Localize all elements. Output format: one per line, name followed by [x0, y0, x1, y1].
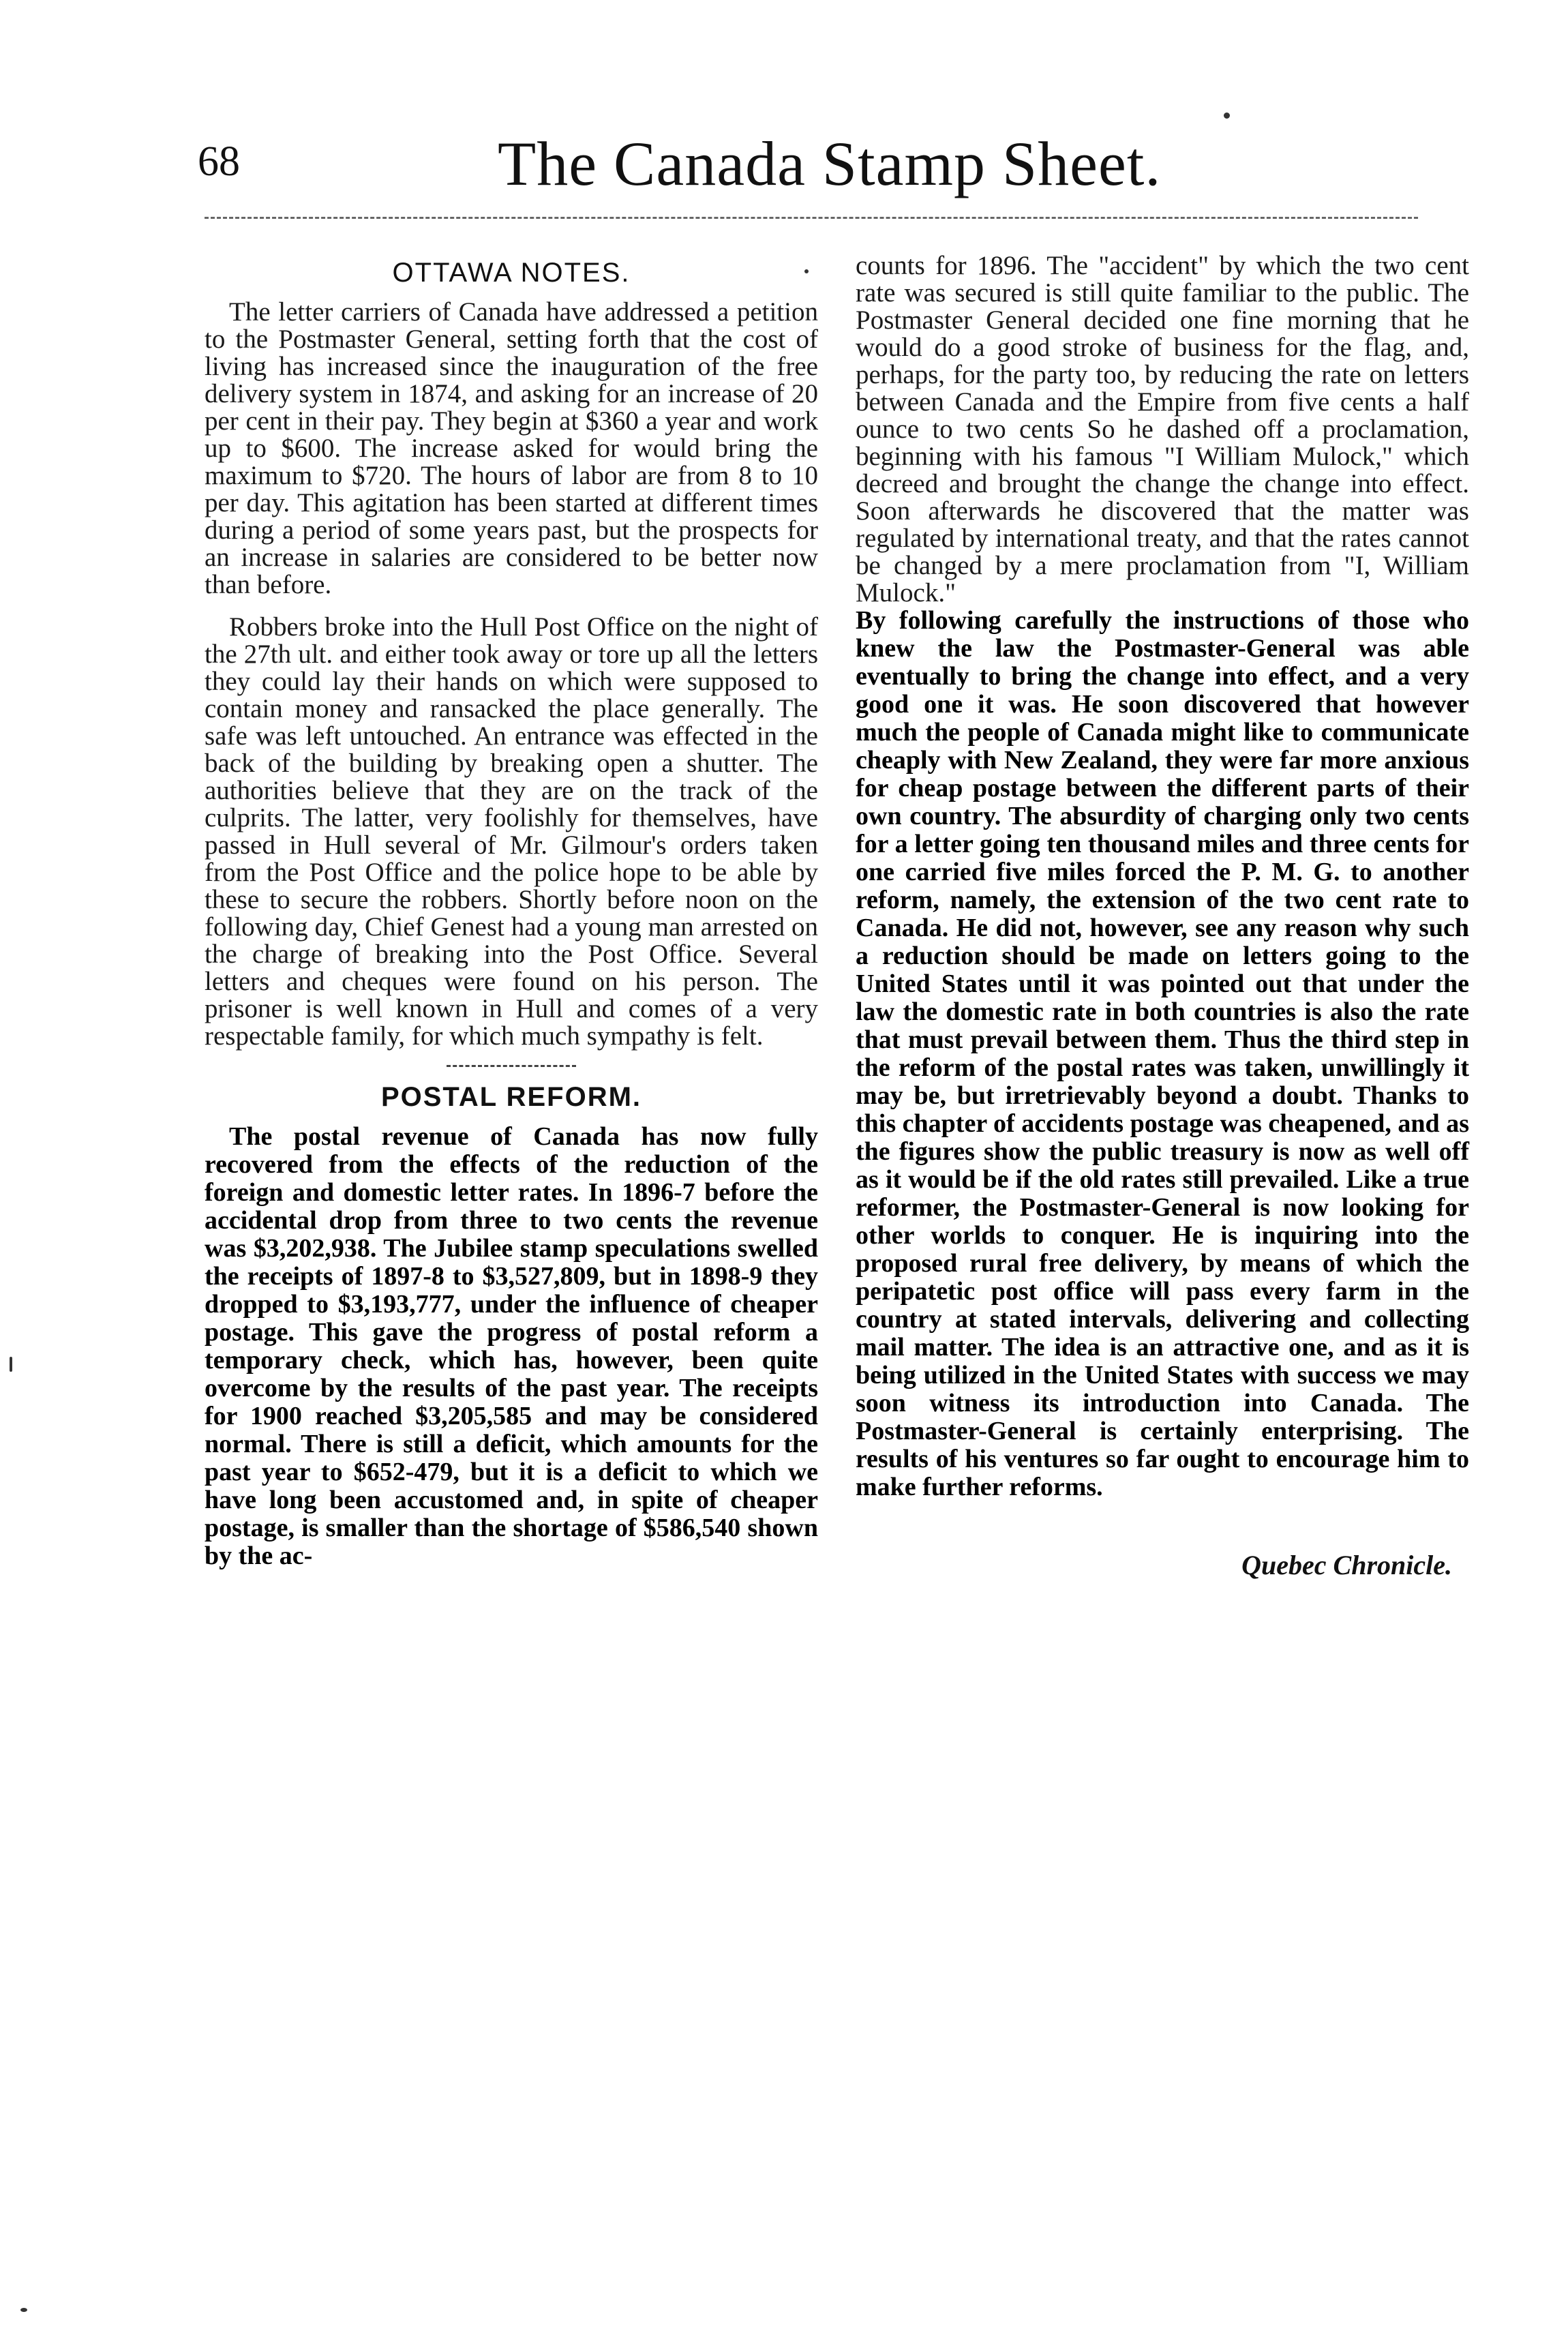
postal-reform-paragraph-left: The postal revenue of Canada has now fully recovered from the effects of the reduction of the foreign and domestic letter rates. In 1896-7 before the accidental drop from three to two cents the revenue was $3,202,938. The Jubilee stamp speculations swelled the receipts of 1897-8 to $3,527,809, but in 1898-9 they dropped to $3,193,777, under the influence of cheaper postage. This gave the progress of postal reform a temporary check, which has, however, been quite overcome by the results of the past year. The receipts for 1900 reached $3,205,585 and may be considered normal. There is still a deficit, which amounts for the past year to $652-479, but it is a deficit to which we have long been accustomed and, in spite of cheaper postage, is smaller than the shortage of $586,540 shown by the ac-	[205, 1122, 818, 1570]
postal-reform-paragraph-right: By following carefully the instructions of those who knew the law the Postmaster-General was able eventually to bring the change into effect, and a very good one it was. He soon discovered that however much the people of Canada might like to communicate cheaply with New Zealand, they were far more anxious for cheap postage between the different parts of their own country. The absurdity of charging only two cents for a letter going ten thousand miles and three cents for one carried five miles forced the P. M. G. to another reform, namely, the extension of the two cent rate to Canada. He did not, however, see any reason why such a reduction should be made on letters going to the United States until it was pointed out that under the law the domestic rate in both countries is also the rate that must prevail between them. Thus the third step in the reform of the postal rates was taken, unwillingly it may be, but irretrievably beyond a doubt. Thanks to this chapter of accidents postage was cheapened, and as the figures show the public treasury is now as well off as it would be if the old rates still prevailed. Like a true reformer, the Postmaster-General is now looking for other worlds to conquer. He is inquiring into the proposed rural free delivery, by means of which the peripatetic post office will pass every farm in the country at stated intervals, delivering and collecting mail matter. The idea is an attractive one, and as it is being utilized in the United States with success we may soon witness its introduction into Canada. The Postmaster-General is certainly enterprising. The results of his ventures so far ought to encourage him to make further reforms.	[856, 606, 1469, 1501]
page-number: 68	[198, 138, 240, 185]
ottawa-notes-paragraph-2: Robbers broke into the Hull Post Office on the night of the 27th ult. and either took away or tore up all the letters they could lay their hands on which were supposed to contain money and ransacked the place generally. The safe was left untouched. An entrance was effected in the back of the building by breaking open a shutter. The authorities believe that they are on the track of the culprits. The latter, very foolishly for themselves, have passed in Hull several of Mr. Gilmour's orders taken from the Post Office and the police hope to be able by these to secure the robbers. Shortly before noon on the following day, Chief Genest had a young man arrested on the charge of breaking into the Post Office. Several letters and cheques were found on his person. The prisoner is well known in Hull and comes of a very respectable family, for which much sympathy is felt.	[205, 612, 818, 1051]
left-column	[205, 252, 818, 1570]
page-header	[198, 126, 1425, 208]
postal-reform-heading: POSTAL REFORM.	[380, 1082, 642, 1112]
right-column	[856, 252, 1469, 1582]
scan-speck	[10, 1357, 12, 1372]
source-attribution: Quebec Chronicle.	[1241, 1550, 1452, 1580]
ottawa-notes-paragraph-1: The letter carriers of Canada have addressed a petition to the Postmaster General, setting forth that the cost of living has increased since the inauguration of the free delivery system in 1874, and asking for an increase of 20 per cent in their pay. They begin at $360 a year and work up to $600. The increase asked for would bring the maximum to $720. The hours of labor are from 8 to 10 per day. This agitation has been started at different times during a period of some years past, but the prospects for an increase in salaries are considered to be better now than before.	[205, 297, 818, 599]
header-rule	[205, 217, 1418, 219]
postal-reform-paragraph-continued: counts for 1896. The "accident" by which the two cent rate was secured is still quite familiar to the public. The Postmaster General decided one fine morning that he would do a good stroke of business for the flag, and, perhaps, for the party too, by reducing the rate on letters between Canada and the Empire from five cents a half ounce to two cents So he dashed off a proclamation, beginning with his famous "I William Mulock," which decreed and brought the change the change into effect. Soon afterwards he discovered that the matter was regulated by international treaty, and that the rates cannot be changed by a mere proclamation from "I, William Mulock."	[856, 251, 1469, 607]
section-separator	[447, 1065, 576, 1067]
page-title: The Canada Stamp Sheet.	[498, 129, 1162, 198]
scan-speck	[20, 2308, 27, 2312]
ottawa-notes-heading: OTTAWA NOTES.	[392, 258, 631, 288]
scan-speck	[1224, 112, 1230, 119]
scan-speck	[804, 269, 809, 273]
